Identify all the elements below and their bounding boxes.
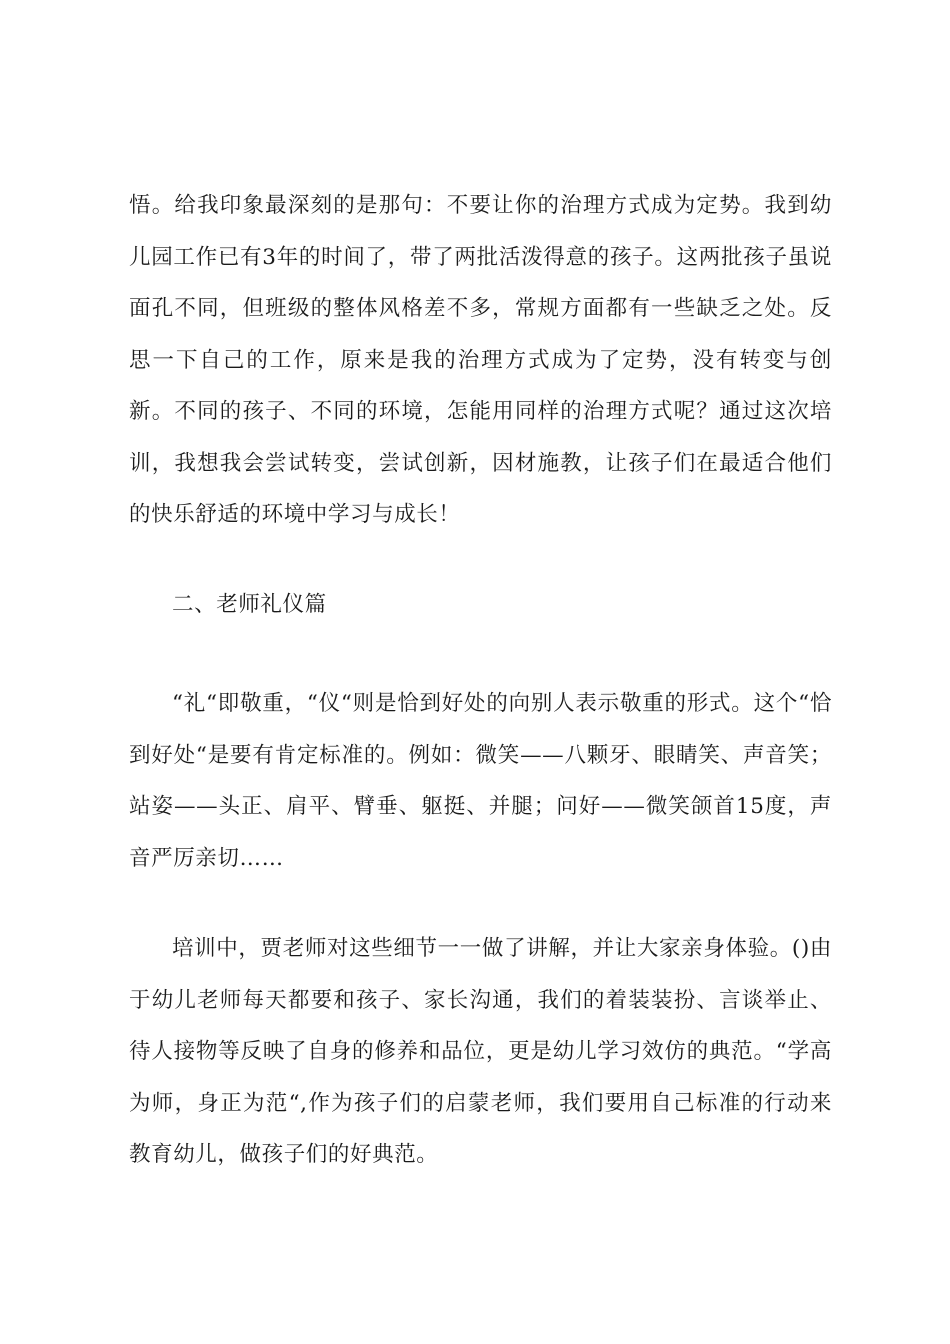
body-paragraph: 悟。给我印象最深刻的是那句：不要让你的治理方式成为定势。我到幼儿园工作已有3年的时间了，带了两批活泼得意的孩子。这两批孩子虽说面孔不同，但班级的整体风格差不多，常规方面都有一些缺乏之处。反思一下自己的工作，原来是我的治理方式成为了定势，没有转变与创新。不同的孩子、不同的环境，怎能用同样的治理方式呢？通过这次培训，我想我会尝试转变，尝试创新，因材施教，让孩子们在最适合他们的快乐舒适的环境中学习与成长！	[129, 193, 832, 527]
section-heading: 二、老师礼仪篇	[172, 592, 327, 617]
body-paragraph: 培训中，贾老师对这些细节一一做了讲解，并让大家亲身体验。()由于幼儿老师每天都要和孩子、家长沟通，我们的着装装扮、言谈举止、待人接物等反映了自身的修养和品位，更是幼儿学习效仿的典范。“学高为师，身正为范“,作为孩子们的启蒙老师，我们要用自己标准的行动来教育幼儿，做孩子们的好典范。	[129, 936, 832, 1167]
body-paragraph: “礼“即敬重，“仪“则是恰到好处的向别人表示敬重的形式。这个“恰到好处“是要有肯定标准的。例如：微笑——八颗牙、眼睛笑、声音笑；站姿——头正、肩平、臂垂、躯挺、并腿；问好——微笑颌首15度，声音严厉亲切……	[129, 691, 832, 871]
